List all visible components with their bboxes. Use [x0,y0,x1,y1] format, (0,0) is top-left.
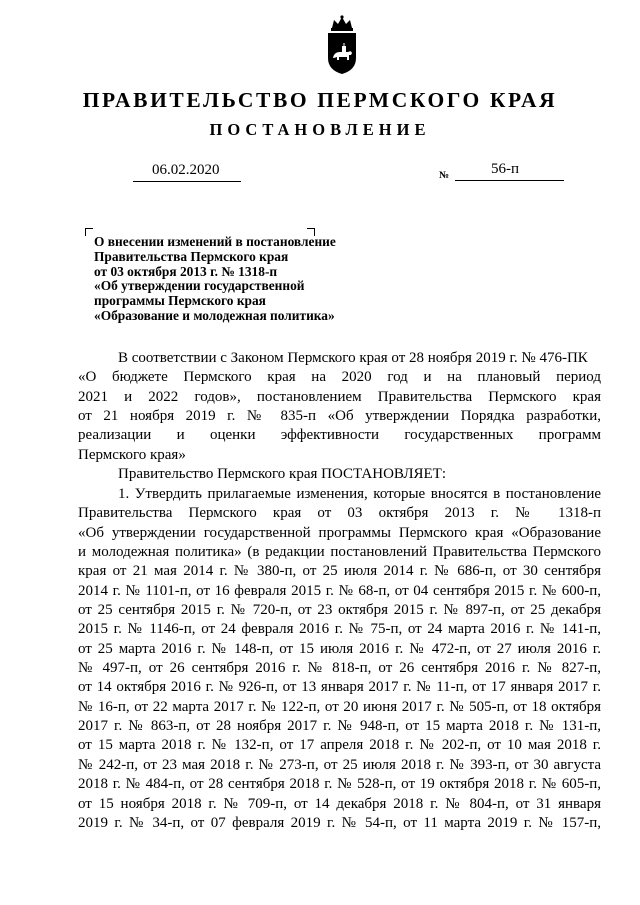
subject-line: «Об утверждении государственной [94,278,305,294]
text-line: Правительства Пермского края от 03 октября 2013 г. № 1318-п [78,505,601,522]
text-line: № 497-п, от 26 сентября 2016 г. № 818-п, от 26 сентября 2016 г. № 827-п, [78,660,601,677]
text-line: реализации и оценки эффективности государственных программ [78,427,601,444]
text-line: № 16-п, от 22 марта 2017 г. № 122-п, от 20 июня 2017 г. № 505-п, от 18 октября [78,698,601,715]
text-line: В соответствии с Законом Пермского края от 28 ноября 2019 г. № 476-ПК [118,350,588,366]
subject-line: «Образование и молодежная политика» [94,307,335,323]
text-line: 2021 и 2022 годов», постановлением Правительства Пермского края [78,388,601,405]
item-1-paragraph [78,485,601,833]
text-line: 2014 г. № 1101-п, от 16 февраля 2015 г. № 68-п, от 04 сентября 2015 г. № 600-п, [78,582,601,599]
text-line: Правительство Пермского края ПОСТАНОВЛЯЕТ: [118,466,447,482]
text-line: 2018 г. № 484-п, от 28 сентября 2018 г. № 528-п, от 19 октября 2018 г. № 605-п, [78,776,601,793]
text-line: «О бюджете Пермского края на 2020 год и на плановый период [78,369,601,386]
text-line: 1. Утвердить прилагаемые изменения, которые вносятся в постановление [118,486,601,502]
text-line: от 14 октября 2016 г. № 926-п, от 13 января 2017 г. № 11-п, от 17 января 2017 г. [78,679,601,696]
text-line: № 242-п, от 23 мая 2018 г. № 273-п, от 25 июля 2018 г. № 393-п, от 30 августа [78,756,601,773]
subject-line: от 03 октября 2013 г. № 1318-п [94,263,278,279]
text-line: края от 21 мая 2014 г. № 380-п, от 25 июля 2014 г. № 686-п, от 30 сентября [78,563,601,580]
document-number: 56-п [491,161,520,177]
date-underline [133,181,241,182]
subject-corner-left [85,228,93,236]
text-line: и молодежная политика» (в редакции постановлений Правительства Пермского [78,544,601,561]
text-line: «Об утверждении государственной программы Пермского края «Образование [78,524,601,541]
perm-krai-coat-of-arms-icon [322,14,362,76]
text-line: от 15 марта 2018 г. № 132-п, от 17 апреля 2018 г. № 202-п, от 10 мая 2018 г. [78,737,601,754]
subject-line: программы Пермского края [94,293,266,309]
subject-line: Правительства Пермского края [94,248,289,264]
text-line: 2017 г. № 863-п, от 28 ноября 2017 г. № 948-п, от 15 марта 2018 г. № 131-п, [78,718,601,735]
text-line: 2015 г. № 1146-п, от 24 февраля 2016 г. № 75-п, от 24 марта 2016 г. № 141-п, [78,621,601,638]
text-line: от 15 ноября 2018 г. № 709-п, от 14 декабря 2018 г. № 804-п, от 31 января [78,795,601,812]
document-subject [94,235,414,324]
number-sign: № [439,170,450,181]
document-type: ПОСТАНОВЛЕНИЕ [209,120,431,139]
text-line: от 25 сентября 2015 г. № 720-п, от 23 октября 2015 г. № 897-п, от 25 декабря [78,602,601,619]
preamble-paragraph [78,349,601,465]
decree-line [78,465,601,484]
text-line: Пермского края» [78,446,186,463]
number-underline [455,180,564,181]
text-line: 2019 г. № 34-п, от 07 февраля 2019 г. № 54-п, от 11 марта 2019 г. № 157-п, [78,814,601,831]
government-title: ПРАВИТЕЛЬСТВО ПЕРМСКОГО КРАЯ [82,88,558,112]
text-line: от 25 марта 2016 г. № 148-п, от 15 июля 2016 г. № 472-п, от 27 июля 2016 г. [78,640,601,657]
text-line: от 21 ноября 2019 г. № 835-п «Об утверждении Порядка разработки, [78,408,601,425]
subject-line: О внесении изменений в постановление [94,234,336,249]
document-date: 06.02.2020 [152,162,220,178]
